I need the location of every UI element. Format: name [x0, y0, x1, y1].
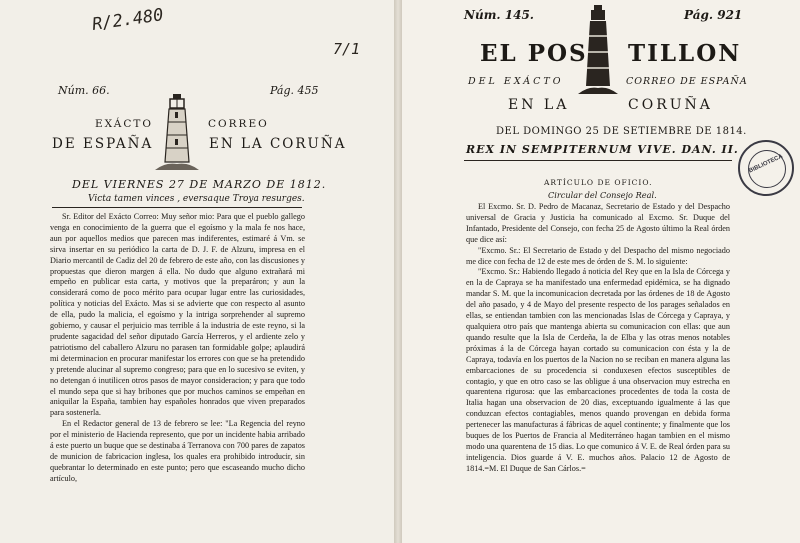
lighthouse-engraving-icon: [153, 92, 201, 174]
page-number: Pág. 455: [270, 84, 319, 97]
book-gutter: [394, 0, 402, 543]
masthead-de-espana: DE ESPAÑA: [52, 136, 154, 152]
issue-date: DEL DOMINGO 25 DE SETIEMBRE DE 1814.: [496, 126, 747, 137]
masthead-motto: REX IN SEMPITERNUM VIVE. DAN. II.: [466, 143, 739, 156]
masthead-en-la-coruna: EN LA CORUÑA: [209, 136, 347, 152]
masthead-tillon: TILLON: [628, 40, 742, 67]
section-title: ARTÍCULO DE OFICIO.: [544, 178, 653, 187]
masthead-el-pos: EL POS: [480, 40, 588, 67]
masthead-motto: Victa tamen vinces , eversaque Troya resurges.: [88, 194, 305, 204]
article-paragraph: Sr. Editor del Exácto Correo: Muy señor mio: Para que el pueblo gallego venga en conocimiento de la guerra que el egoísmo y la mala fe nos hace, aun por aquellos medios que parecen mas indiferentes, estimaré á Vm. se sirva insertar en su periódico la carta de D. J. F. de Alzuru, impresa en el Diario mercantil de Cadiz del 20 de febrero de este año, con las discusiones y propuestas que dieron margen á ella. No dudo que alguno extrañará mi empeño en publicar esta carta, y motivos que la preparáron; y aun la considerará como de poco mérito para ocupar lugar entre las curiosidades, política y noticias del Exácto. Mas si se advierte que con respecto al asunto de ella, pudo la malicia, el egoísmo y la intriga sorprehender al supremo gobierno, y causar el perjuicio mas terrible á la industria de este reyno, si la prudente sagacidad del señor diputado García Herreros, y el ardiente zelo y patriotismo del caballero Alzuru no parasen tan formidable golpe; aplaudirá mi determinacion en procurar manifestar los errores con que se ha pretendido y pretende alucinar al supremo congreso; para que en lo sucesivo se eviten, y no detengan ó inutilicen otros pasos de mayor consideracion; y para que todo el mundo sepa que si hay bribones que por muchos caminos se empeñan en aniquilar la España, tambien hay españoles honrados que viven preparados para sostenerla.: [50, 212, 305, 418]
article-paragraph: En el Redactor general de 13 de febrero se lee: "La Regencia del reyno por el ministerio de Hacienda represento, que por un incidente habia arribado á este puerto un buque que se destinaba á Terranova con 700 pares de zapatos de municion de fabricacion inglesa, los quales era prohibido introducir, sin quebrantar lo determinado en este punto; pero que escaseando mucho dicho artículo,: [50, 419, 305, 483]
article-paragraph: El Excmo. Sr. D. Pedro de Macanaz, Secretario de Estado y del Despacho universal de Gracia y Justicia ha comunicado al Excmo. Sr. Duque del Infantado, Presidente del Consejo, con fecha 25 de Agosto último la Real órden que dice así:: [466, 202, 730, 244]
right-newspaper-page: [402, 0, 800, 543]
left-newspaper-page: [0, 0, 394, 543]
issue-number: Núm. 66.: [58, 84, 110, 97]
masthead-exacto: EXÁCTO: [95, 118, 153, 130]
masthead-en-la: EN LA: [508, 97, 570, 113]
article-paragraph: "Excmo. Sr.: Habiendo llegado á noticia del Rey que en la Isla de Córcega y en la de Capraya se ha manifestado una enfermedad epidémica, se ha dignado mandar S. M. que la incomunicacion decretada por las órdenes de 18 de Agosto del año pasado, y 4 de Mayo del presente respecto de los parages señalados en ellas, se entiendan tambien con las mencionadas Islas de Córcega y Capraya, y qualquiera otro país que mantenga abierta su comunicacion con ellas: que aun quando resulte que la Isla de Cerdeña, la de Elba y las otras menos notables próximas á la de Córcega hayan cortado su comunicacion con ésta y la de Capraya, todavía en los puertos de la Nacion no se reciban en manera alguna las embarcaciones de su procedencia si conduxesen efectos susceptibles de contagio, y que en otro caso se las obligue á una observacion muy estrecha en quarentena rigurosa: que las embarcaciones procedentes de toda la costa de Italia hagan una observacion de 20 dias, exceptuando igualmente á las que conduzcan efectos contagiables, menos quando provengan en debida forma pertenecer las manufacturas á fábricas de aquel continente; y finalmente que los buques de los Puertos de Francia al Mediterráneo hagan tambien en el mismo modo una quarentena de 15 dias. Lo que comunico á V. E. de Real órden para su inteligencia. Dios guarde á V. E. muchos años. Palacio 12 de Agosto de 1814.=M. El Duque de San Cárlos.=: [466, 267, 730, 473]
header-rule: [52, 207, 302, 208]
section-subtitle: Circular del Consejo Real.: [548, 190, 657, 200]
library-stamp: [738, 140, 794, 196]
handwritten-catalog-number: R/2.480: [90, 5, 165, 35]
page-number: Pág. 921: [684, 8, 743, 22]
article-body: [50, 212, 305, 540]
masthead-coruna: CORUÑA: [628, 97, 713, 113]
library-stamp-text: BIBLIOTECA: [748, 153, 784, 175]
issue-number: Núm. 145.: [464, 8, 534, 22]
masthead-del-exacto: DEL EXÁCTO: [468, 76, 564, 87]
masthead-correo: CORREO: [208, 118, 269, 130]
handwritten-side-mark: 7/1: [333, 40, 361, 58]
issue-date: DEL VIERNES 27 DE MARZO DE 1812.: [72, 178, 327, 191]
header-rule: [464, 160, 732, 161]
article-body: [466, 202, 730, 540]
masthead-correo-de-espana: CORREO DE ESPAÑA: [626, 76, 748, 87]
article-paragraph: "Excmo. Sr.: El Secretario de Estado y del Despacho del mismo negociado me dice con fecha de 12 de este mes de órden de S. M. lo siguiente:: [466, 245, 730, 266]
